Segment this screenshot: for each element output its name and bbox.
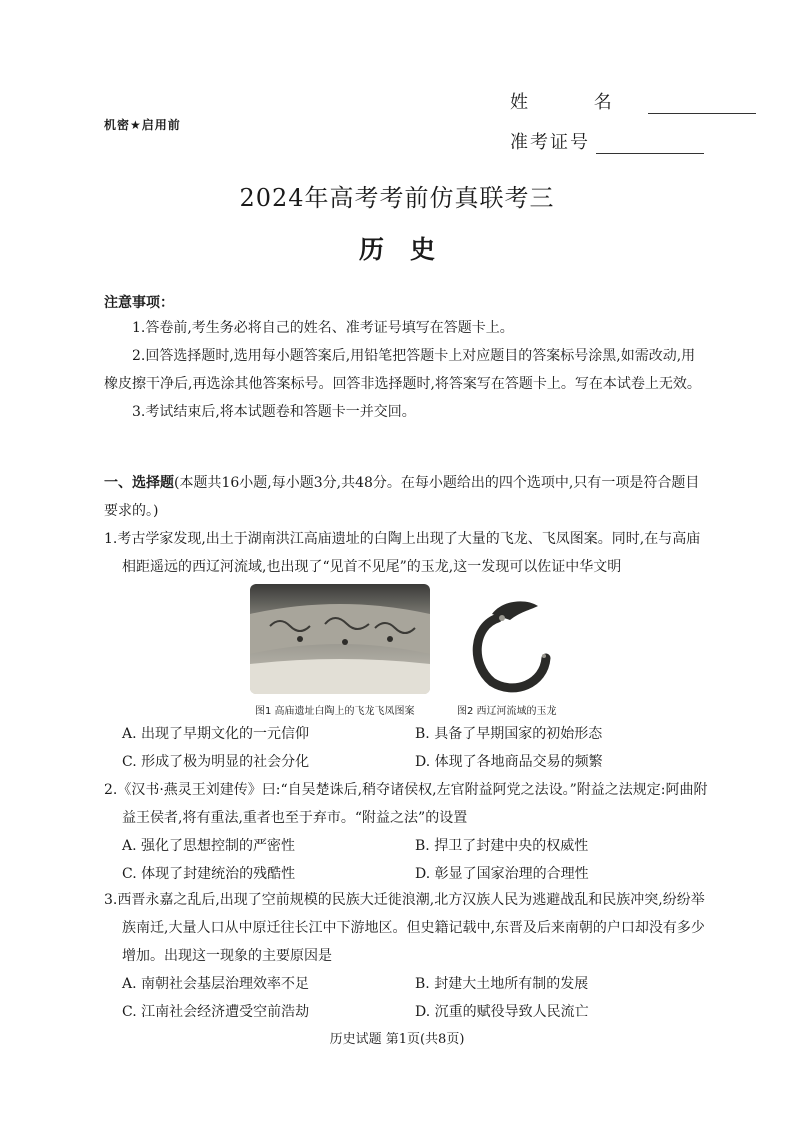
section-description: (本题共16小题,每小题3分,共48分。在每小题给出的四个选项中,只有一项是符合题目要求的。) — [104, 475, 700, 519]
question-1-text: 1.考古学家发现,出土于湖南洪江高庙遗址的白陶上出现了大量的飞龙、飞凤图案。同时,在与高庙相距遥远的西辽河流域,也出现了“见首不见尾”的玉龙,这一发现可以佐证中华文明 — [104, 531, 701, 575]
option-c[interactable]: C. 体现了封建统治的残酷性 — [122, 866, 296, 882]
option-b[interactable]: B. 封建大土地所有制的发展 — [415, 976, 589, 992]
notice-list — [104, 314, 704, 426]
option-a[interactable]: A. 强化了思想控制的严密性 — [122, 838, 296, 854]
option-b[interactable]: B. 具备了早期国家的初始形态 — [415, 726, 603, 742]
notice-item-1: 1.答卷前,考生务必将自己的姓名、准考证号填写在答题卡上。 — [132, 320, 514, 336]
notice-item-2: 2.回答选择题时,选用每小题答案后,用铅笔把答题卡上对应题目的答案标号涂黑,如需改动,用橡皮擦干净后,再选涂其他答案标号。回答非选择题时,将答案写在答题卡上。写在本试卷上无效。 — [104, 348, 701, 392]
exam-id-field — [510, 128, 704, 154]
figure-2-caption: 图2 西辽河流域的玉龙 — [457, 706, 557, 717]
option-b[interactable]: B. 捍卫了封建中央的权威性 — [415, 838, 589, 854]
figure-1-caption: 图1 高庙遗址白陶上的飞龙飞凤图案 — [255, 706, 415, 717]
confidential-mark: 机密★启用前 — [104, 118, 181, 132]
exam-id-line[interactable] — [596, 135, 704, 154]
option-c[interactable]: C. 形成了极为明显的社会分化 — [122, 754, 310, 770]
option-d[interactable]: D. 沉重的赋役导致人民流亡 — [415, 1004, 589, 1020]
question-3-options — [122, 970, 708, 1026]
option-c[interactable]: C. 江南社会经济遭受空前浩劫 — [122, 1004, 310, 1020]
question-1-options — [122, 720, 708, 776]
section-label: 一、选择题 — [104, 475, 174, 491]
question-2-options — [122, 832, 708, 888]
question-2-text: 2.《汉书·燕灵王刘建传》曰:“自吴楚诛后,稍夺诸侯权,左官附益阿党之法设。”附益之法规定:阿曲附益王侯者,将有重法,重者也至于弃市。“附益之法”的设置 — [104, 782, 708, 826]
question-2-stem — [104, 776, 708, 832]
notice-heading: 注意事项： — [104, 295, 174, 311]
notice-item-3: 3.考试结束后,将本试题卷和答题卡一并交回。 — [132, 404, 416, 420]
subject-title: 历史 — [358, 235, 461, 264]
question-3-text: 3.西晋永嘉之乱后,出现了空前规模的民族大迁徙浪潮,北方汉族人民为逃避战乱和民族冲突,纷纷举族南迁,大量人口从中原迁往长江中下游地区。但史籍记载中,东晋及后来南朝的户口却没有多少增加。出现这一现象的主要原因是 — [104, 892, 705, 964]
exam-title: 2024年高考考前仿真联考三 — [239, 184, 555, 212]
exam-id-label: 准考证号 — [510, 132, 590, 153]
name-label: 姓 名 — [510, 92, 642, 113]
figure-2-jade-dragon-image — [458, 592, 568, 696]
name-line[interactable] — [648, 95, 756, 114]
option-a[interactable]: A. 南朝社会基层治理效率不足 — [122, 976, 310, 992]
option-d[interactable]: D. 彰显了国家治理的合理性 — [415, 866, 589, 882]
question-3-stem — [104, 886, 708, 970]
name-field — [510, 88, 756, 114]
question-1-stem — [104, 525, 708, 581]
section-header — [104, 469, 708, 525]
option-d[interactable]: D. 体现了各地商品交易的频繁 — [415, 754, 603, 770]
option-a[interactable]: A. 出现了早期文化的一元信仰 — [122, 726, 310, 742]
page-footer: 历史试题 第1页(共8页) — [329, 1032, 465, 1047]
figure-1-pottery-image — [250, 584, 430, 694]
